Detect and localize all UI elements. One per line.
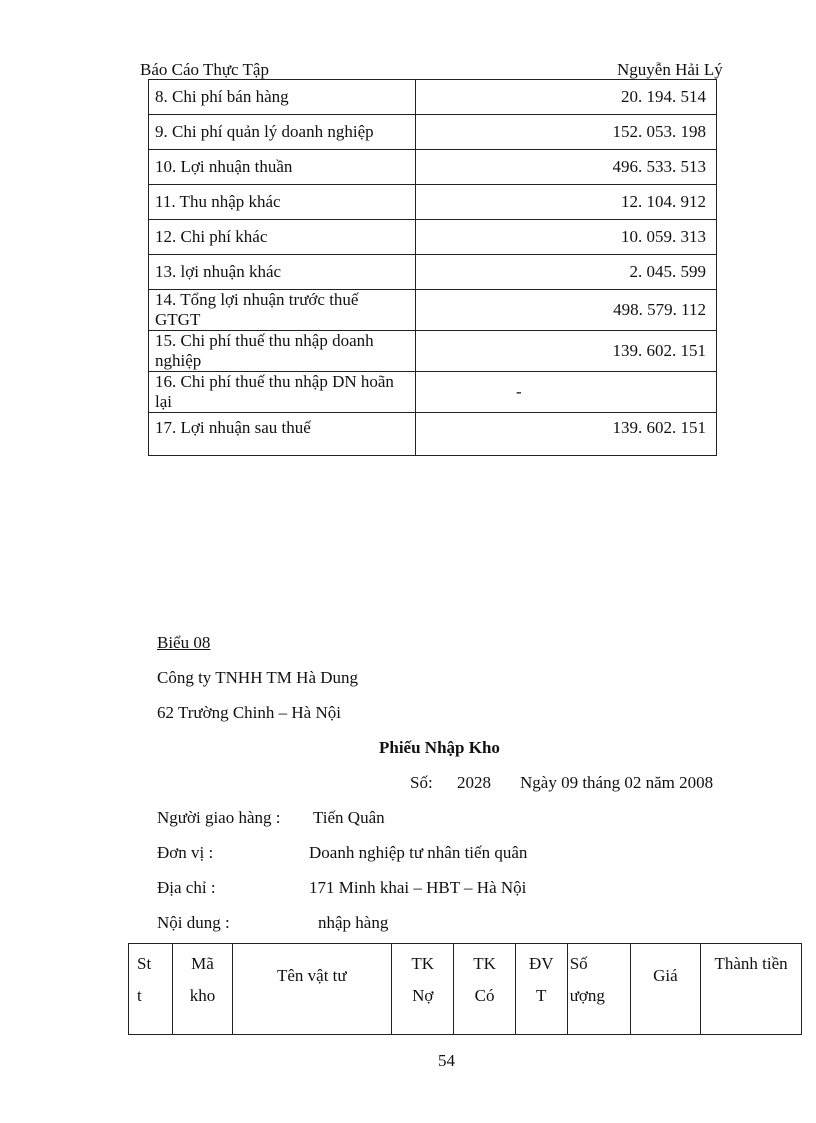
row-label: 8. Chi phí bán hàng <box>149 80 416 115</box>
content-value: nhập hàng <box>318 913 389 932</box>
column-header-line1: TK <box>411 954 435 973</box>
table-row <box>149 413 717 456</box>
table-row <box>149 150 717 185</box>
row-label: 16. Chi phí thuế thu nhập DN hoãn lại <box>149 372 416 413</box>
column-header <box>701 944 802 1035</box>
column-header-line1: St <box>137 954 152 973</box>
column-header <box>515 944 567 1035</box>
company-name: Công ty TNHH TM Hà Dung <box>157 668 359 687</box>
row-label: 17. Lợi nhuận sau thuế <box>149 413 416 456</box>
address-value: 171 Minh khai – HBT – Hà Nội <box>309 878 527 897</box>
form-title: Phiếu Nhập Kho <box>379 738 500 757</box>
content-label: Nội dung : <box>157 913 230 932</box>
table-row <box>149 372 717 413</box>
column-header <box>232 944 392 1035</box>
voucher-number: 2028 <box>457 773 491 792</box>
row-label: 14. Tổng lợi nhuận trước thuế GTGT <box>149 290 416 331</box>
column-header <box>630 944 700 1035</box>
row-label: 9. Chi phí quản lý doanh nghiệp <box>149 115 416 150</box>
column-header <box>129 944 173 1035</box>
header-report-title: Báo Cáo Thực Tập <box>140 60 269 79</box>
deliverer-value: Tiến Quân <box>313 808 385 827</box>
column-header-line1 <box>633 948 698 960</box>
row-label: 13. lợi nhuận khác <box>149 255 416 290</box>
row-value: 496. 533. 513 <box>416 150 717 185</box>
row-value: 498. 579. 112 <box>416 290 717 331</box>
row-value: - <box>416 372 717 413</box>
table-row <box>149 115 717 150</box>
column-header-line1: Mã <box>191 954 214 973</box>
goods-receipt-table <box>128 943 802 1035</box>
table-row <box>149 255 717 290</box>
column-header-line1: TK <box>473 954 496 973</box>
column-header-line1: Thành tiền <box>714 954 788 973</box>
column-header-line2: Có <box>474 986 495 1005</box>
row-label: 10. Lợi nhuận thuần <box>149 150 416 185</box>
column-header-line2: kho <box>189 986 216 1005</box>
row-value: 152. 053. 198 <box>416 115 717 150</box>
table-row <box>149 185 717 220</box>
column-header <box>454 944 515 1035</box>
row-value: 139. 602. 151 <box>416 331 717 372</box>
column-header-line1 <box>235 948 390 960</box>
column-header-line2: Nợ <box>412 986 434 1005</box>
income-summary-table <box>148 79 717 456</box>
page-number: 54 <box>438 1051 455 1070</box>
column-header-line2: Giá <box>653 966 678 985</box>
column-header-line2: t <box>137 986 142 1005</box>
row-label: 15. Chi phí thuế thu nhập doanh nghiệp <box>149 331 416 372</box>
row-value: 10. 059. 313 <box>416 220 717 255</box>
column-header-line2: T <box>536 986 547 1005</box>
table-row <box>149 220 717 255</box>
table-row <box>149 80 717 115</box>
row-value: 2. 045. 599 <box>416 255 717 290</box>
deliverer-label: Người giao hàng : <box>157 808 281 827</box>
unit-label: Đơn vị : <box>157 843 214 862</box>
column-header <box>173 944 232 1035</box>
voucher-number-label: Số: <box>410 773 433 792</box>
table-header-row <box>129 944 802 1035</box>
table-row <box>149 331 717 372</box>
table-row <box>149 290 717 331</box>
exhibit-label: Biểu 08 <box>157 633 211 652</box>
row-value: 20. 194. 514 <box>416 80 717 115</box>
header-author: Nguyễn Hải Lý <box>617 60 723 79</box>
column-header-line2: ượng <box>569 986 605 1005</box>
column-header-line1: Số <box>569 954 588 973</box>
row-value: 139. 602. 151 <box>416 413 717 456</box>
address-label: Địa chỉ : <box>157 878 216 897</box>
unit-value: Doanh nghiệp tư nhân tiến quân <box>309 843 528 862</box>
column-header-line2: Tên vật tư <box>276 966 347 985</box>
column-header-line1: ĐV <box>528 954 554 973</box>
row-label: 11. Thu nhập khác <box>149 185 416 220</box>
row-value: 12. 104. 912 <box>416 185 717 220</box>
column-header <box>392 944 454 1035</box>
voucher-date: Ngày 09 tháng 02 năm 2008 <box>520 773 714 792</box>
company-address: 62 Trường Chinh – Hà Nội <box>157 703 341 722</box>
row-label: 12. Chi phí khác <box>149 220 416 255</box>
column-header <box>567 944 630 1035</box>
